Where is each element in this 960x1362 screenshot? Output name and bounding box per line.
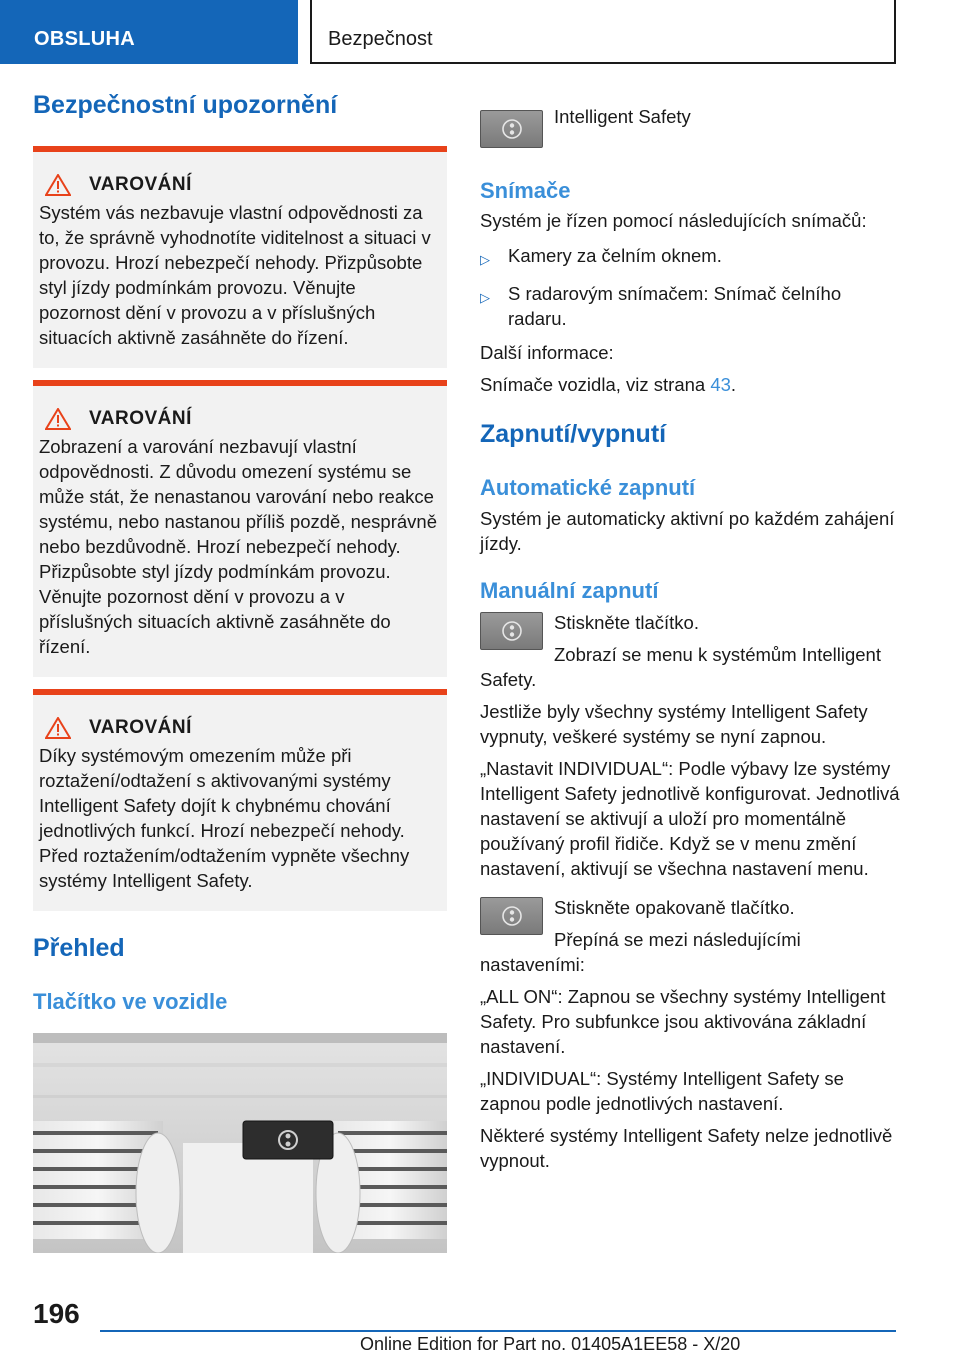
manual-on-title: Manuální zapnutí	[480, 577, 659, 603]
press-again-text: Stiskněte opakovaně tlačítko.	[554, 897, 795, 919]
footer-divider	[100, 1330, 896, 1332]
warning-text: Systém vás nezbavuje vlastní odpovědnosti za to, že správně vyhodnotíte viditelnost a situaci v provozu. Hrozí nebezpečí nehody. Přizpůsobte styl jízdy podmínkám provozu. Věnujte pozornost dění v provozu a v příslušných situacích aktivně zasáhněte do řízení.	[39, 202, 431, 348]
warning-text: Díky systémovým omezením může při roztažení/odtažení s aktivovanými systémy Intelligent Safety dojít k chybnému chování jednotlivých funkcí. Hrozí nebezpečí nehody. Před roztažením/odtažením vypněte všechny systémy Intelligent Safety.	[39, 745, 410, 891]
vehicle-button-photo	[33, 1033, 447, 1253]
button-in-vehicle-title: Tlačítko ve vozidle	[33, 989, 228, 1014]
intelligent-safety-row	[480, 96, 900, 160]
some-cannot-text: Některé systémy Intelligent Safety nelze jednotlivě vypnout.	[480, 1125, 893, 1172]
right-column	[480, 96, 900, 1180]
reference-end: .	[730, 374, 737, 396]
automatic-on-text: Systém je automaticky aktivní po každém zahájení jízdy.	[480, 507, 895, 554]
header-section-label: OBSLUHA	[34, 28, 135, 50]
all-on-text: „ALL ON“: Zapnou se všechny systémy Intelligent Safety. Pro subfunkce jsou aktivována základní nastavení.	[480, 986, 886, 1058]
sensors-reference	[480, 372, 900, 397]
header-chapter-box	[310, 0, 896, 64]
intelligent-safety-button-icon	[480, 897, 543, 935]
warning-triangle-icon	[45, 174, 71, 196]
on-off-title: Zapnutí/vypnutí	[480, 420, 667, 449]
page-number: 196	[33, 1298, 80, 1329]
page-reference-link[interactable]: 43	[710, 374, 731, 396]
list-item-text: Kamery za čelním oknem.	[508, 245, 722, 267]
press-button-row	[480, 610, 900, 635]
warning-label: VAROVÁNÍ	[89, 408, 192, 429]
warning-label: VAROVÁNÍ	[89, 174, 192, 195]
warning-box-2	[33, 380, 447, 677]
more-info-label: Další informace:	[480, 342, 614, 364]
overview-title: Přehled	[33, 934, 125, 962]
warning-box-1	[33, 146, 447, 368]
automatic-on-title: Automatické zapnutí	[480, 475, 696, 501]
header-chapter-label: Bezpečnost	[328, 28, 433, 50]
triangle-bullet-icon: ▷	[480, 290, 490, 306]
list-item-text: S radarovým snímačem: Snímač čelního radaru.	[508, 283, 842, 330]
left-column	[33, 90, 447, 1253]
warning-label: VAROVÁNÍ	[89, 717, 192, 738]
intelligent-safety-button-icon	[480, 612, 543, 650]
warning-text: Zobrazení a varování nezbavují vlastní odpovědnosti. Z důvodu omezení systému se může stát, že nenastanou varování nebo reakce systému, nebo nastanou příliš pozdě, nesprávně nebo bezdůvodně. Hrozí nebezpečí nehody. Přizpůsobte styl jízdy podmínkám provozu. Věnujte pozornost dění v provozu a v příslušných situacích aktivně zasáhněte do řízení.	[39, 436, 437, 657]
sensors-title: Snímače	[480, 178, 571, 203]
press-button-text: Stiskněte tlačítko.	[554, 612, 699, 634]
warning-triangle-icon	[45, 717, 71, 739]
switch-between-text: Přepíná se mezi následujícími nastaveními:	[480, 929, 801, 976]
individual-text: „INDIVIDUAL“: Systémy Intelligent Safety se zapnou podle jednotlivých nastavení.	[480, 1068, 844, 1115]
footer-edition: Online Edition for Part no. 01405A1EE58 - X/20	[360, 1334, 741, 1354]
individual-setting-text: „Nastavit INDIVIDUAL“: Podle výbavy lze systémy Intelligent Safety jednotlivě konfigurovat. Jednotlivá nastavení se aktivují a uloží pro momentálně používaný profil řidiče. Když se v menu změní nastavení, aktivují se všechna nastavení menu.	[480, 758, 900, 880]
menu-shown-text: Zobrazí se menu k systémům Intelligent Safety.	[480, 644, 881, 691]
warning-triangle-icon	[45, 408, 71, 430]
warning-box-3	[33, 689, 447, 911]
intelligent-safety-button-icon	[480, 110, 543, 148]
if-off-text: Jestliže byly všechny systémy Intelligent Safety vypnuty, veškeré systémy se nyní zapnou.	[480, 701, 868, 748]
sensors-intro: Systém je řízen pomocí následujících snímačů:	[480, 210, 867, 232]
list-item	[480, 281, 900, 331]
triangle-bullet-icon: ▷	[480, 252, 490, 268]
list-item	[480, 243, 900, 272]
safety-warnings-title: Bezpečnostní upozornění	[33, 91, 338, 119]
press-again-row	[480, 895, 900, 920]
intelligent-safety-label: Intelligent Safety	[554, 106, 691, 127]
reference-text: Snímače vozidla, viz strana	[480, 374, 711, 396]
header-section-tab	[0, 0, 298, 64]
